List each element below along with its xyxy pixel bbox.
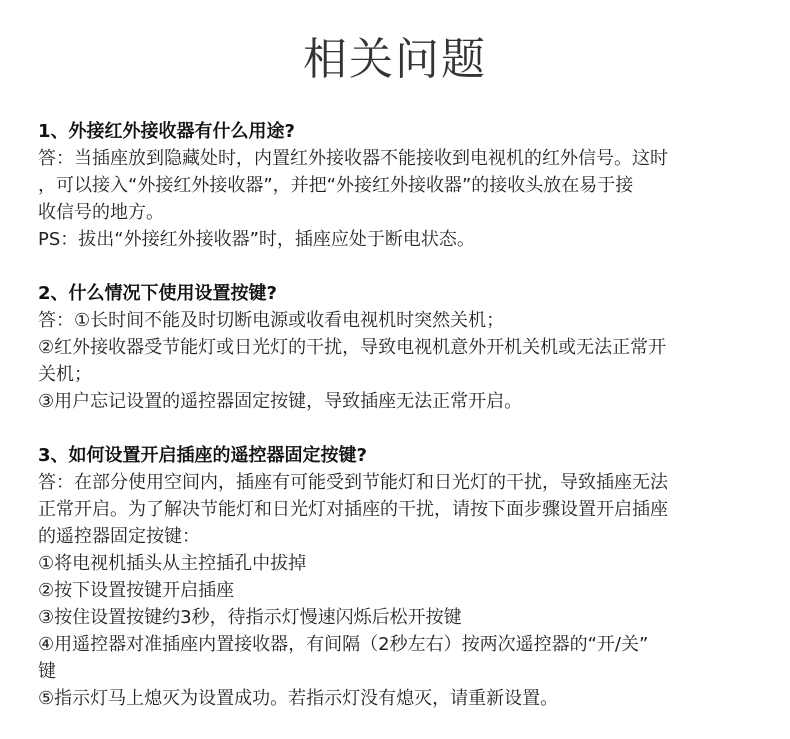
- page-title: 相关问题: [303, 34, 487, 85]
- faq-step-line: 键: [38, 661, 56, 682]
- faq-step-line: ②按下设置按键开启插座: [38, 580, 235, 601]
- faq-answer-line: ③用户忘记设置的遥控器固定按键，导致插座无法正常开启。: [38, 391, 523, 412]
- faq-answer-line: 答：①长时间不能及时切断电源或收看电视机时突然关机；: [38, 310, 505, 331]
- faq-section-1: [38, 118, 752, 253]
- faq-answer-line: 正常开启。为了解决节能灯和日光灯对插座的干扰，请按下面步骤设置开启插座: [38, 499, 668, 520]
- faq-section-2: [38, 280, 752, 415]
- faq-question-2: 2、什么情况下使用设置按键?: [38, 283, 277, 304]
- faq-answer-line: ，可以接入“外接红外接收器”，并把“外接红外接收器”的接收头放在易于接: [38, 175, 634, 196]
- faq-answer-line: 关机；: [38, 364, 92, 385]
- faq-step-line: ④用遥控器对准插座内置接收器，有间隔（2秒左右）按两次遥控器的“开/关”: [38, 634, 649, 655]
- faq-question-1: 1、外接红外接收器有什么用途?: [38, 121, 295, 142]
- faq-answer-line: PS：拔出“外接红外接收器”时，插座应处于断电状态。: [38, 229, 475, 250]
- faq-answer-line: 收信号的地方。: [38, 202, 164, 223]
- faq-step-line: ⑤指示灯马上熄灭为设置成功。若指示灯没有熄灭，请重新设置。: [38, 688, 559, 709]
- faq-question-3: 3、如何设置开启插座的遥控器固定按键?: [38, 445, 367, 466]
- faq-step-line: ①将电视机插头从主控插孔中拔掉: [38, 553, 307, 574]
- faq-step-line: ③按住设置按键约3秒，待指示灯慢速闪烁后松开按键: [38, 607, 462, 628]
- faq-content: [38, 118, 752, 739]
- faq-answer-line: 答：当插座放到隐藏处时，内置红外接收器不能接收到电视机的红外信号。这时: [38, 148, 668, 169]
- faq-answer-line: 答：在部分使用空间内，插座有可能受到节能灯和日光灯的干扰，导致插座无法: [38, 472, 668, 493]
- faq-section-3: [38, 442, 752, 712]
- faq-answer-line: 的遥控器固定按键：: [38, 526, 200, 547]
- faq-answer-line: ②红外接收器受节能灯或日光灯的干扰，导致电视机意外开机关机或无法正常开: [38, 337, 667, 358]
